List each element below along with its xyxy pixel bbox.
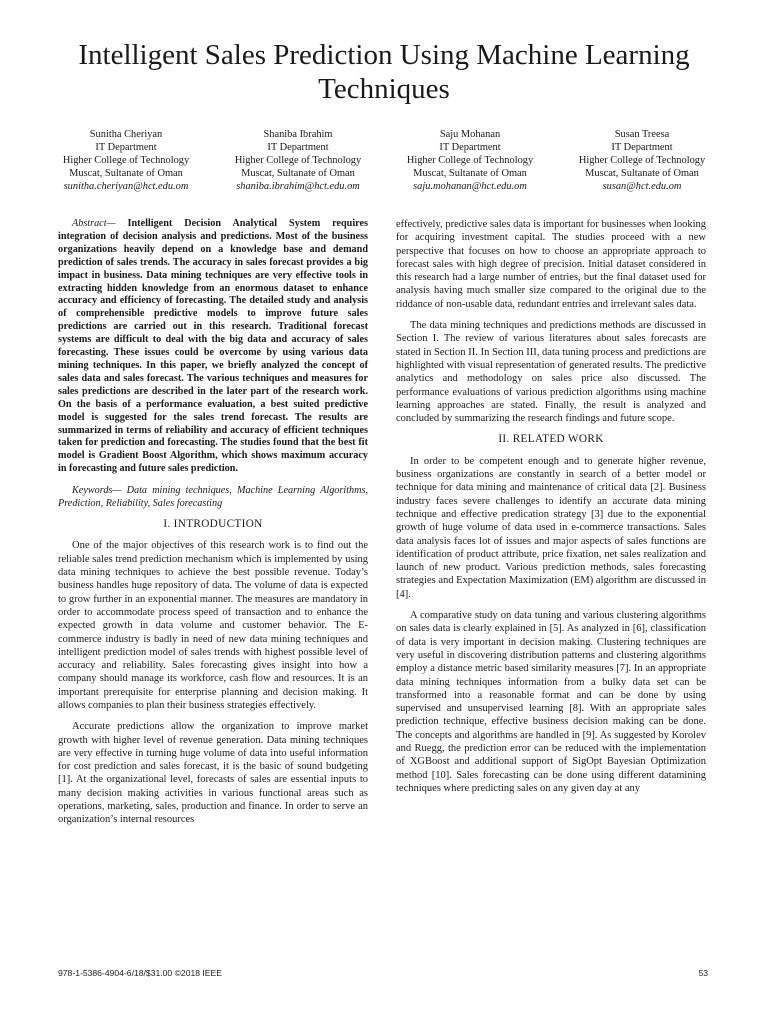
paragraph: In order to be competent enough and to generate higher revenue, business organizations are constantly in search of a better model or technique for data mining and maintenance of critical data [2]. Business industry faces severe challenges to identify an accurate data mining technique and effective predication strategy [3] due to the exponential growth of huge volume of data used in e-commerce transactions. Sales data analysis faces lot of issues and major aspects of sales functions are identification of product attribute, price fixation, net sales realization and launch of new product. Various prediction methods, sales forecasting strategies and Expectation Maximization (EM) algorithm are discussed in [4]. [396,455,706,600]
paragraph: One of the major objectives of this research work is to find out the reliable sales trend prediction mechanism which is implemented by using data mining techniques to achieve the best possible revenue. Today’s business handles huge repository of data. The volume of data is expected to grow further in an exponential manner. The measures are mandatory in order to accommodate process speed of transaction and to enhance the expected growth in data volume and customer behavior. The E-commerce industry is badly in need of new data mining techniques and intelligent prediction model of sales trends with highest possible level of accuracy and reliability. Sales forecasting gives insight into how a company should manage its workforce, cash flow and resources. It is an important prerequisite for enterprise planning and decision making. It allows companies to plan their business strategies effectively. [58,540,368,711]
author-name: Saju Mohanan [439,129,501,140]
author-institution: Higher College of Technology [406,155,534,166]
abstract [58,218,368,476]
right-column [396,218,706,803]
paragraph: The data mining techniques and predictions methods are discussed in Section I. The review of various literatures about sales forecasts are stated in Section II. In Section III, data tuning process and predictions are highlighted with visual representation of generated results. The predictive analytics and methodology on sales price also discussed. The performance evaluations of various prediction algorithms using machine learning approaches are stated. Finally, the result is analyzed and concluded by summarizing the research findings and future scope. [396,320,706,425]
author-email: saju.mohanan@hct.edu.om [413,181,527,192]
author-block [40,128,212,193]
paragraph: A comparative study on data tuning and various clustering algorithms on sales data is clearly explained in [5]. As analyzed in [6], classification of data is very important in decision making. Clustering techniques are very useful in discovering distribution patterns and clustering algorithms employ a distance metric based similarity measures [7]. In an appropriate data mining techniques information from a bulky data set can be transformed into a reasonable format and can be done by using supervised and unsupervised learning [8]. With an appropriate sales prediction technique, effective business decision making can be done. The concepts and algorithms are handled in [9]. As suggested by Korolev and Ruegg, the prediction error can be reduced with the implementation of XGBoost and additional support of SigOpt Bayesian Optimization method [10]. Sales forecasting can be done using different datamining techniques where predicting sales on any given day at any [396,610,706,794]
abstract-lead: Abstract— [72,218,116,229]
author-dept: IT Department [267,142,329,153]
author-block [212,128,384,193]
author-list [40,128,728,193]
author-name: Sunitha Cheriyan [89,129,163,140]
author-email: susan@hct.edu.om [602,181,682,192]
author-block [384,128,556,193]
author-institution: Higher College of Technology [234,155,362,166]
keywords-lead: Keywords— [72,485,122,497]
left-column [58,218,368,835]
paper-title: Intelligent Sales Prediction Using Machine Learning Techniques [78,39,690,105]
author-email: shaniba.ibrahim@hct.edu.om [236,181,360,192]
author-name: Susan Treesa [614,129,670,140]
paragraph: Accurate predictions allow the organization to improve market growth with higher level of revenue generation. Data mining techniques are very effective in turning huge volume of data into useful information for cost prediction and sales forecast, it is the basic of sound budgeting [1]. At the organizational level, forecasts of sales are essential inputs to many decision making activities in various functional areas such as operations, marketing, sales, production and finance. In order to serve an organization’s internal resources [58,721,368,826]
author-location: Muscat, Sultanate of Oman [69,168,183,179]
author-location: Muscat, Sultanate of Oman [241,168,355,179]
author-email: sunitha.cheriyan@hct.edu.om [63,181,189,192]
section-heading-related-work: II. RELATED WORK [498,433,604,446]
author-institution: Higher College of Technology [62,155,190,166]
footer-copyright: 978-1-5386-4904-6/18/$31.00 ©2018 IEEE [58,968,223,978]
author-dept: IT Department [95,142,157,153]
author-name: Shaniba Ibrahim [263,129,333,140]
section-heading-introduction: I. INTRODUCTION [163,518,263,531]
author-dept: IT Department [611,142,673,153]
author-institution: Higher College of Technology [578,155,706,166]
keywords [58,484,368,510]
abstract-text: Intelligent Decision Analytical System requires integration of decision analysis and predictions. Most of the business organizations heavily depend on a knowledge base and demand prediction of sales trends. The accuracy in sales forecast provides a big impact in business. Data mining techniques are very effective tools in extracting hidden knowledge from an enormous dataset to enhance accuracy and efficiency of forecasting. The detailed study and analysis of comprehensible predictive models to improve future sales predictions are carried out in this research. Traditional forecast systems are difficult to deal with the big data and accuracy of sales forecasting. These issues could be overcome by using various data mining techniques. In this paper, we briefly analyzed the concept of sales data and sales forecast. The various techniques and measures for sales predictions are described in the later part of the research work. On the basis of a performance evaluation, a best suited predictive model is suggested for the sales trend forecast. The results are summarized in terms of reliability and accuracy of efficient techniques taken for prediction and forecasting. The studies found that the best fit model is Gradient Boost Algorithm, which shows maximum accuracy in forecasting and future sales prediction. [58,218,368,475]
author-dept: IT Department [439,142,501,153]
author-block [556,128,728,193]
paragraph: effectively, predictive sales data is important for businesses when looking for acquiring investment capital. The studies proceed with a new perspective that focuses on how to choose an appropriate approach to forecast sales with high degree of precision. Initial dataset considered in this research had a large number of entries, but the final dataset used for analysis having much smaller size compared to the original due to the riddance of non-usable data, redundant entries and irrelevant sales data. [396,219,706,310]
keywords-text: Data mining techniques, Machine Learning Algorithms, Prediction, Reliability, Sales forecasting [58,485,368,510]
author-location: Muscat, Sultanate of Oman [413,168,527,179]
author-location: Muscat, Sultanate of Oman [585,168,699,179]
page-number: 53 [698,968,708,978]
